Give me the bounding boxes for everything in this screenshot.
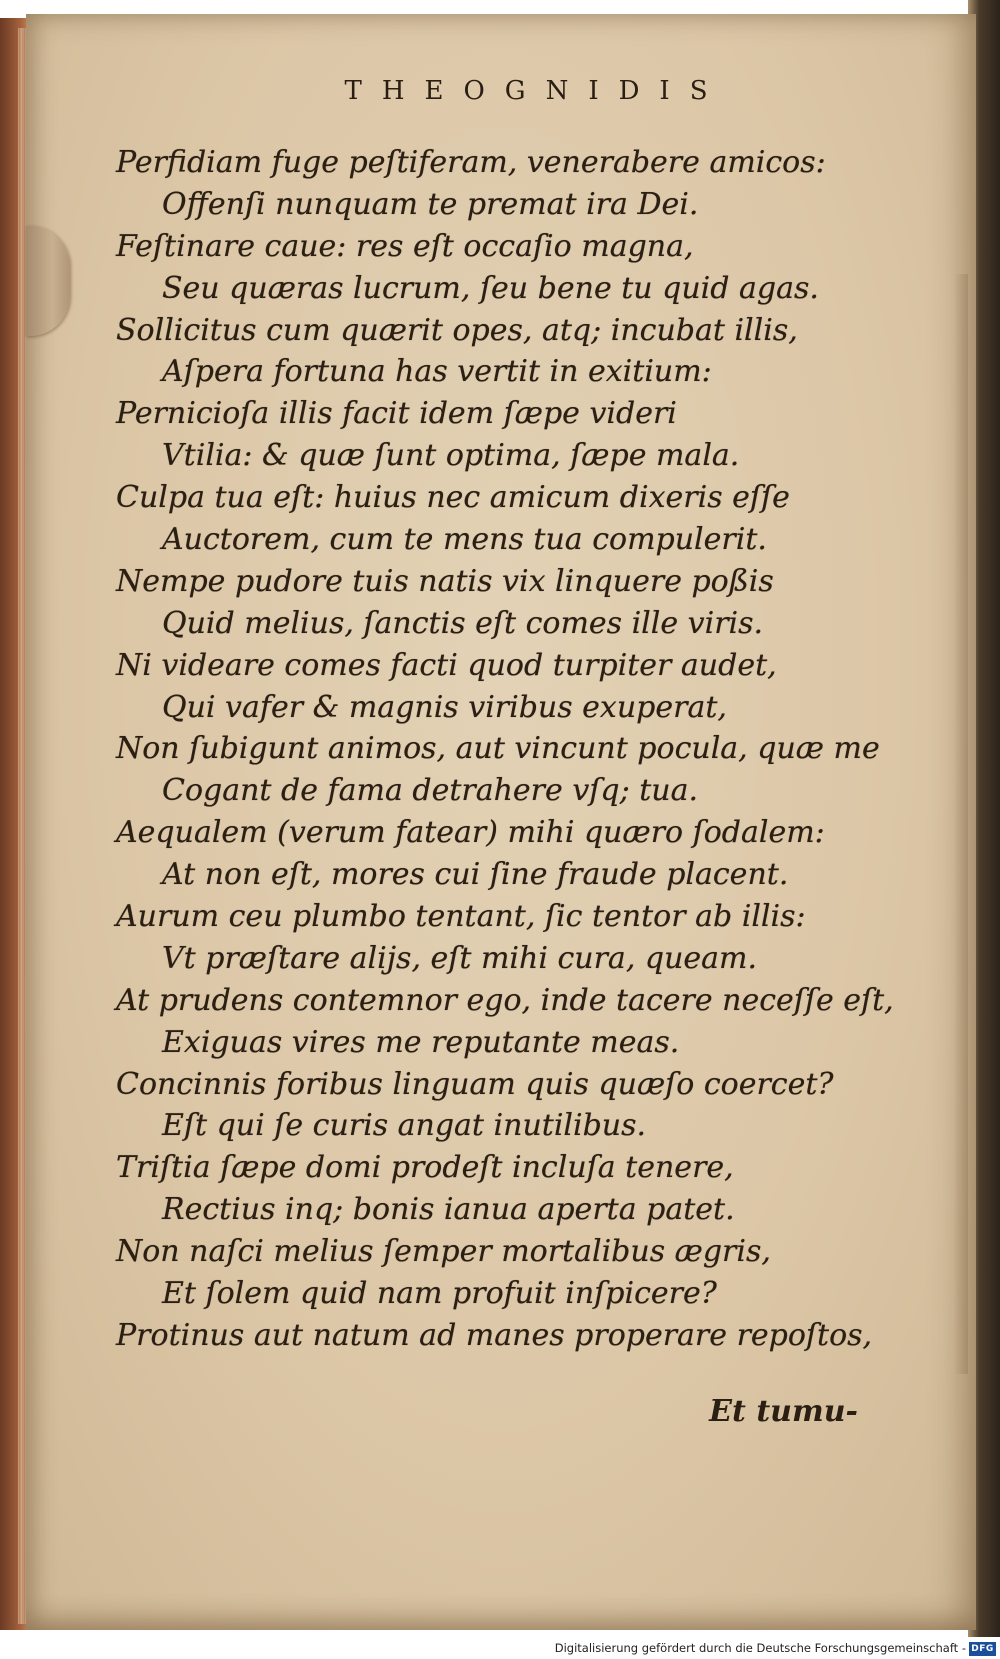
verse-line: Cogant de fama detrahere vſq; tua. — [162, 773, 699, 809]
verse-line: Vt præſtare alijs, eſt mihi cura, queam. — [162, 940, 758, 976]
verse-line: Aequalem (verum fatear) mihi quæro ſodalem: — [116, 815, 825, 851]
verse-line: Seu quæras lucrum, ſeu bene tu quid agas. — [162, 270, 819, 306]
ribbon-tab — [26, 226, 70, 336]
verse-line: Aurum ceu plumbo tentant, ſic tentor ab illis: — [116, 899, 806, 935]
verse-line: Protinus aut natum ad manes properare repoſtos, — [116, 1317, 873, 1353]
verse-line: Eſt qui ſe curis angat inutilibus. — [162, 1108, 647, 1144]
verse-line: Rectius inq; bonis ianua aperta patet. — [162, 1192, 735, 1228]
catchword: Et tumu- — [709, 1394, 858, 1429]
verse-line: Quid melius, ſanctis eſt comes ille viris. — [162, 605, 764, 641]
verse-line: Non ſubigunt animos, aut vincunt pocula, quæ me — [116, 731, 880, 767]
dfg-logo: DFG — [969, 1642, 996, 1656]
verse-line: Aſpera fortuna has vertit in exitium: — [162, 354, 712, 390]
verse-line: Feſtinare caue: res eſt occaſio magna, — [116, 228, 694, 264]
verse-line: Exiguas vires me reputante meas. — [162, 1024, 680, 1060]
verse-block — [116, 142, 894, 1357]
verse-line: Culpa tua eſt: huius nec amicum dixeris eſſe — [116, 480, 790, 516]
verse-line: Sollicitus cum quærit opes, atq; incubat illis, — [116, 312, 798, 348]
verse-line: Ni videare comes facti quod turpiter audet, — [116, 647, 777, 683]
verse-line: Concinnis foribus linguam quis quæſo coercet? — [116, 1066, 834, 1102]
verse-line: At prudens contemnor ego, inde tacere neceſſe eſt, — [116, 982, 894, 1018]
book-page — [26, 14, 976, 1630]
verse-line: Pernicioſa illis facit idem ſæpe videri — [116, 396, 677, 432]
running-head: THEOGNIDIS — [344, 76, 728, 106]
verse-line: Perfidiam fuge peſtiferam, venerabere amicos: — [116, 145, 826, 180]
verse-line: Non naſci melius ſemper mortalibus ægris, — [116, 1234, 771, 1270]
footer-bar — [0, 1637, 1000, 1659]
funding-credit: Digitalisierung gefördert durch die Deutsche Forschungsgemeinschaft - — [554, 1641, 966, 1655]
verse-line: Triſtia ſæpe domi prodeſt incluſa tenere, — [116, 1150, 734, 1186]
verse-line: Auctorem, cum te mens tua compulerit. — [162, 522, 767, 558]
verse-line: Vtilia: & quæ ſunt optima, ſæpe mala. — [162, 438, 740, 474]
verse-line: Nempe pudore tuis natis vix linquere poßis — [116, 563, 774, 599]
verse-line: At non eſt, mores cui ſine fraude placent. — [162, 857, 789, 893]
verse-line: Et ſolem quid nam profuit inſpicere? — [162, 1276, 717, 1312]
page-stain — [954, 274, 968, 1374]
verse-line: Offenſi nunquam te premat ira Dei. — [162, 186, 699, 222]
verse-line: Qui vafer & magnis viribus exuperat, — [162, 689, 727, 725]
